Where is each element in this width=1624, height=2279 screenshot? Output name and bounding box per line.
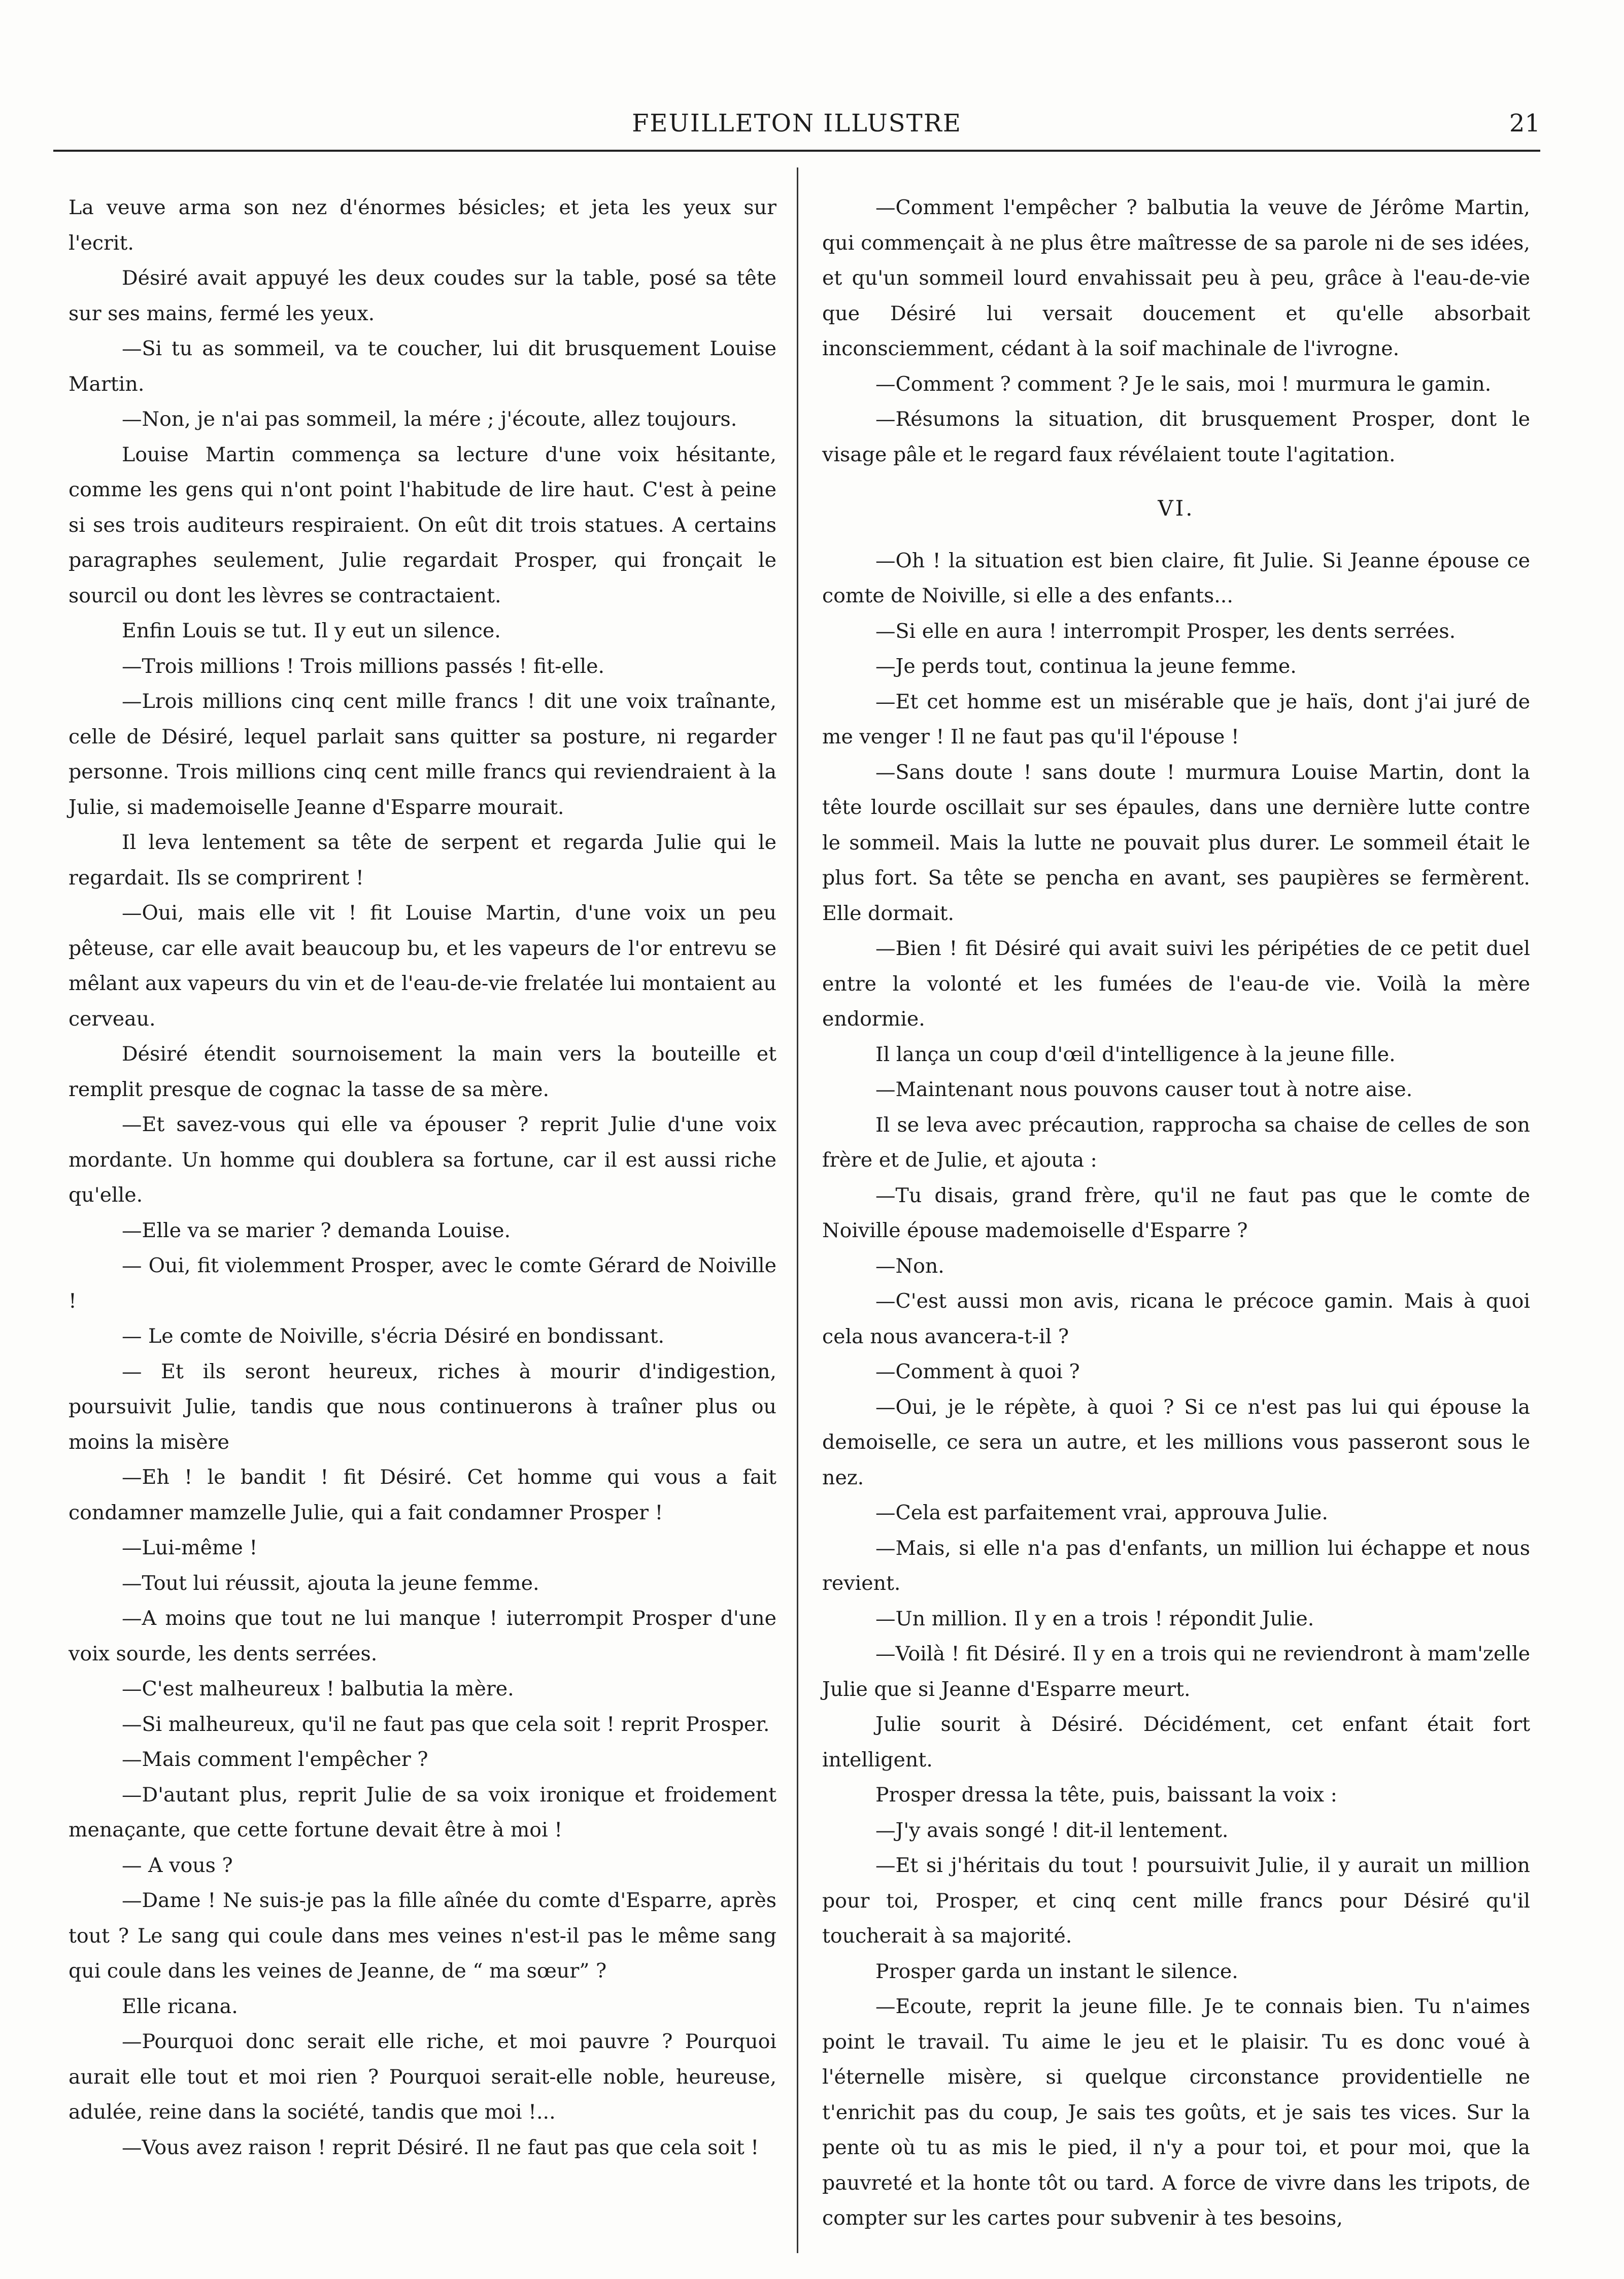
paragraph: —Mais, si elle n'a pas d'enfants, un million lui échappe et nous revient.: [822, 1536, 1530, 1595]
paragraph: Louise Martin commença sa lecture d'une voix hésitante, comme les gens qui n'ont point l'habitude de lire haut. C'est à peine si ses trois auditeurs respiraient. On eût dit trois statues. A certains paragraphes seulement, Julie regardait Prosper, qui fronçait le sourcil ou dont les lèvres se contractaient.: [69, 443, 776, 607]
paragraph: —Oh ! la situation est bien claire, fit Julie. Si Jeanne épouse ce comte de Noiville, si elle a des enfants...: [822, 549, 1530, 607]
paragraph: —Lui-même !: [122, 1536, 258, 1559]
paragraph: —Mais comment l'empêcher ?: [122, 1748, 428, 1771]
paragraph: — Le comte de Noiville, s'écria Désiré en bondissant.: [122, 1324, 665, 1348]
paragraph: —Si elle en aura ! interrompit Prosper, les dents serrées.: [875, 619, 1456, 643]
chapter-heading: VI.: [1158, 496, 1195, 521]
paragraph: —Et cet homme est un misérable que je haïs, dont j'ai juré de me venger ! Il ne faut pas qu'il l'épouse !: [822, 690, 1530, 749]
paragraph: —Et savez-vous qui elle va épouser ? reprit Julie d'une voix mordante. Un homme qui doublera sa fortune, car il est aussi riche qu'elle.: [69, 1113, 776, 1207]
paragraph: La veuve arma son nez d'énormes bésicles; et jeta les yeux sur l'ecrit.: [69, 196, 776, 255]
paragraph: Elle ricana.: [122, 1994, 238, 2018]
paragraph: —Si malheureux, qu'il ne faut pas que cela soit ! reprit Prosper.: [122, 1712, 770, 1736]
paragraph: —Non, je n'ai pas sommeil, la mére ; j'écoute, allez toujours.: [122, 407, 737, 431]
paragraph: Désiré étendit sournoisement la main vers la bouteille et remplit presque de cognac la tasse de sa mère.: [69, 1042, 776, 1101]
paragraph: —Oui, je le répète, à quoi ? Si ce n'est pas lui qui épouse la demoiselle, ce sera un autre, et les millions vous passeront sous le nez.: [822, 1395, 1530, 1489]
paragraph: —C'est aussi mon avis, ricana le précoce gamin. Mais à quoi cela nous avancera-t-il ?: [822, 1289, 1530, 1348]
paragraph: —Résumons la situation, dit brusquement Prosper, dont le visage pâle et le regard faux révélaient toute l'agitation.: [822, 407, 1530, 466]
page-number: 21: [1509, 109, 1540, 138]
paragraph: — Et ils seront heureux, riches à mourir d'indigestion, poursuivit Julie, tandis que nous continuerons à traîner plus ou moins la misère: [69, 1359, 776, 1454]
paragraph: —D'autant plus, reprit Julie de sa voix ironique et froidement menaçante, que cette fortune devait être à moi !: [69, 1783, 776, 1842]
page-header: [53, 109, 1540, 145]
paragraph: —Bien ! fit Désiré qui avait suivi les péripéties de ce petit duel entre la volonté et les fumées de l'eau-de vie. Voilà la mère endormie.: [822, 937, 1530, 1031]
paragraph: —A moins que tout ne lui manque ! iuterrompit Prosper d'une voix sourde, les dents serrées.: [69, 1607, 776, 1665]
paragraph: —J'y avais songé ! dit-il lentement.: [875, 1818, 1229, 1842]
left-column: [69, 190, 776, 2165]
page-title: FEUILLETON ILLUSTRE: [632, 109, 962, 138]
paragraph: Il leva lentement sa tête de serpent et regarda Julie qui le regardait. Ils se comprirent !: [69, 831, 776, 890]
paragraph: Il se leva avec précaution, rapprocha sa chaise de celles de son frère et de Julie, et ajouta :: [822, 1113, 1530, 1172]
paragraph: —Elle va se marier ? demanda Louise.: [122, 1218, 511, 1242]
paragraph: —Si tu as sommeil, va te coucher, lui dit brusquement Louise Martin.: [69, 337, 776, 396]
paragraph: —Je perds tout, continua la jeune femme.: [875, 655, 1297, 678]
paragraph: Enfin Louis se tut. Il y eut un silence.: [122, 619, 501, 642]
paragraph: —Vous avez raison ! reprit Désiré. Il ne faut pas que cela soit !: [122, 2135, 759, 2159]
paragraph: —Voilà ! fit Désiré. Il y en a trois qui ne reviendront à mam'zelle Julie que si Jeanne d'Esparre meurt.: [822, 1642, 1530, 1701]
paragraph: —Eh ! le bandit ! fit Désiré. Cet homme qui vous a fait condamner mamzelle Julie, qui a fait condamner Prosper !: [69, 1466, 776, 1524]
right-column: [822, 190, 1530, 2236]
paragraph: —Trois millions ! Trois millions passés ! fit-elle.: [122, 654, 605, 678]
paragraph: —Lrois millions cinq cent mille francs ! dit une voix traînante, celle de Désiré, lequel parlait sans quitter sa posture, ni regarder personne. Trois millions cinq cent mille francs qui reviendraient à la Julie, si mademoiselle Jeanne d'Esparre mourait.: [69, 690, 776, 819]
paragraph: —Non.: [875, 1254, 944, 1278]
column-divider: [797, 167, 798, 2253]
paragraph: —Un million. Il y en a trois ! répondit Julie.: [875, 1607, 1314, 1630]
paragraph: —Tout lui réussit, ajouta la jeune femme.: [122, 1571, 539, 1595]
paragraph: —Et si j'héritais du tout ! poursuivit Julie, il y aurait un million pour toi, Prosper, et cinq cent mille francs pour Désiré qu'il toucherait à sa majorité.: [822, 1854, 1530, 1948]
paragraph: —Comment à quoi ?: [875, 1360, 1080, 1383]
header-rule: [53, 150, 1540, 152]
paragraph: Il lança un coup d'œil d'intelligence à la jeune fille.: [875, 1042, 1396, 1066]
paragraph: —Ecoute, reprit la jeune fille. Je te connais bien. Tu n'aimes point le travail. Tu aime le jeu et le plaisir. Tu es donc voué à l'éternelle misère, si quelque circonstance providentielle ne t'enrichit pas du coup, Je sais tes goûts, et je sais tes vices. Sur la pente où tu as mis le pied, il n'y a pour toi, et pour moi, que la pauvreté et la honte tôt ou tard. A force de vivre dans les tripots, de compter sur les cartes pour subvenir à tes besoins,: [822, 1995, 1530, 2230]
paragraph: —Comment ? comment ? Je le sais, moi ! murmura le gamin.: [875, 372, 1492, 396]
paragraph: —Dame ! Ne suis-je pas la fille aînée du comte d'Esparre, après tout ? Le sang qui coule dans mes veines n'est-il pas le même sang qui coule dans les veines de Jeanne, de “ ma sœur” ?: [69, 1889, 776, 1983]
paragraph: — Oui, fit violemment Prosper, avec le comte Gérard de Noiville !: [69, 1254, 776, 1313]
paragraph: —C'est malheureux ! balbutia la mère.: [122, 1677, 514, 1700]
paragraph: — A vous ?: [122, 1853, 233, 1877]
paragraph: —Tu disais, grand frère, qu'il ne faut pas que le comte de Noiville épouse mademoiselle d'Esparre ?: [822, 1183, 1530, 1242]
paragraph: Prosper dressa la tête, puis, baissant la voix :: [875, 1783, 1337, 1807]
paragraph: —Cela est parfaitement vrai, approuva Julie.: [875, 1501, 1328, 1524]
paragraph: Julie sourit à Désiré. Décidément, cet enfant était fort intelligent.: [822, 1713, 1530, 1772]
paragraph: Prosper garda un instant le silence.: [875, 1959, 1238, 1983]
paragraph: —Comment l'empêcher ? balbutia la veuve de Jérôme Martin, qui commençait à ne plus être maîtresse de sa parole ni de ses idées, et qu'un sommeil lourd envahissait peu à peu, grâce à l'eau-de-vie que Désiré lui versait doucement et qu'elle absorbait inconsciemment, cédant à la soif machinale de l'ivrogne.: [822, 196, 1530, 360]
paragraph: —Pourquoi donc serait elle riche, et moi pauvre ? Pourquoi aurait elle tout et moi rien ? Pourquoi serait-elle noble, heureuse, adulée, reine dans la société, tandis que moi !...: [69, 2030, 776, 2124]
paragraph: —Sans doute ! sans doute ! murmura Louise Martin, dont la tête lourde oscillait sur ses épaules, dans une dernière lutte contre le sommeil. Mais la lutte ne pouvait plus durer. Le sommeil était le plus fort. Sa tête se pencha en avant, ses paupières se fermèrent. Elle dormait.: [822, 760, 1530, 925]
paragraph: —Oui, mais elle vit ! fit Louise Martin, d'une voix un peu pêteuse, car elle avait beaucoup bu, et les vapeurs de l'or entrevu se mêlant aux vapeurs du vin et de l'eau-de-vie frelatée lui montaient au cerveau.: [69, 901, 776, 1031]
paragraph: Désiré avait appuyé les deux coudes sur la table, posé sa tête sur ses mains, fermé les yeux.: [69, 266, 776, 325]
paragraph: —Maintenant nous pouvons causer tout à notre aise.: [875, 1078, 1413, 1101]
